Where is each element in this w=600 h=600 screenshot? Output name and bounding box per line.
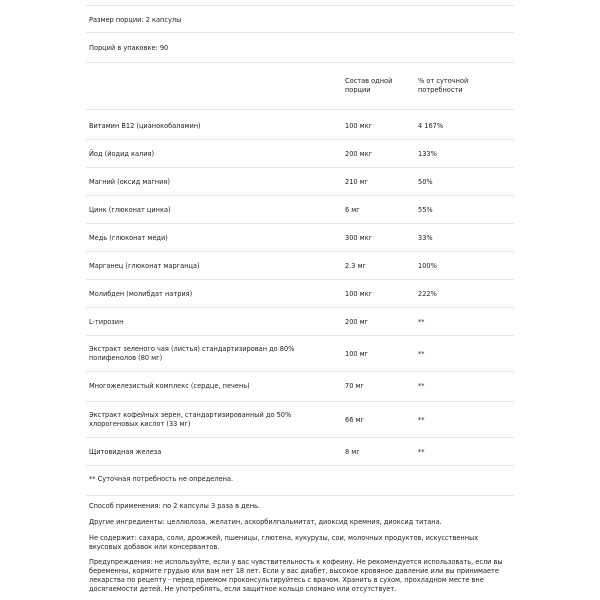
free-of-statement: Не содержит: сахара, соли, дрожжей, пшеницы, глютена, кукурузы, сои, молочных продуктов, искусственных вкусовых добавок или консервантов.: [89, 534, 479, 551]
footnote: ** Суточная потребность не определена.: [89, 475, 234, 483]
table-row: [86, 196, 514, 224]
ingredient-name: Витамин B12 (цианокобаламин): [89, 122, 201, 130]
ingredient-amount: 8 мг: [345, 448, 360, 456]
ingredient-daily-value: 55%: [418, 206, 433, 214]
ingredient-amount: 6 мг: [345, 206, 360, 214]
header-amount: Состав одной порции: [345, 77, 393, 94]
ingredient-name: Экстракт зеленого чая (листья) стандартизирован до 80% полифенолов (80 мг): [89, 345, 295, 362]
servings-per-container-row: [86, 33, 514, 63]
ingredient-amount: 200 мг: [345, 318, 369, 326]
ingredient-name: Многожелезистый комплекс (сердце, печень): [89, 382, 250, 390]
table-row: [86, 140, 514, 168]
ingredient-daily-value: 222%: [418, 290, 437, 298]
ingredient-name: Йод (йодид калия): [89, 150, 155, 158]
ingredient-daily-value: 50%: [418, 178, 433, 186]
table-row: [86, 168, 514, 196]
table-row: [86, 252, 514, 280]
table-row: [86, 308, 514, 336]
ingredient-name: Цинк (глюконат цинка): [89, 206, 171, 214]
ingredient-name: Экстракт кофейных зерен, стандартизированный до 50% хлорогеновых кислот (33 мг): [89, 411, 292, 428]
table-row: [86, 110, 514, 140]
ingredient-daily-value: **: [418, 382, 425, 390]
ingredient-name: Магний (оксид магния): [89, 178, 170, 186]
servings-per-container: Порций в упаковке: 90: [89, 44, 169, 52]
ingredient-amount: 200 мкг: [345, 150, 373, 158]
ingredient-name: L-тирозин: [89, 318, 124, 326]
table-row: [86, 336, 514, 372]
table-header-row: [86, 63, 514, 110]
ingredient-amount: 300 мкг: [345, 234, 373, 242]
table-row: [86, 402, 514, 438]
usage-instructions: Способ применения: по 2 капсулы 3 раза в день.: [89, 502, 260, 510]
serving-size-row: [86, 5, 514, 33]
serving-size: Размер порции: 2 капсулы: [89, 16, 182, 24]
ingredient-amount: 70 мг: [345, 382, 364, 390]
ingredient-amount: 100 мг: [345, 350, 369, 358]
table-row: [86, 280, 514, 308]
ingredient-name: Щитовидная железа: [89, 448, 162, 456]
header-daily-value: % от суточной потребности: [418, 77, 469, 94]
ingredient-name: Молибден (молибдат натрия): [89, 290, 193, 298]
ingredient-name: Марганец (глюконат марганца): [89, 262, 200, 270]
ingredient-amount: 210 мг: [345, 178, 369, 186]
ingredient-daily-value: **: [418, 350, 425, 358]
ingredient-amount: 100 мкг: [345, 122, 373, 130]
ingredient-daily-value: 33%: [418, 234, 433, 242]
ingredient-daily-value: **: [418, 448, 425, 456]
ingredient-daily-value: **: [418, 416, 425, 424]
ingredient-name: Медь (глюконат меди): [89, 234, 168, 242]
other-ingredients: Другие ингредиенты: целлюлоза, желатин, аскорбилпальмитат, диоксид кремния, диоксид титана.: [89, 518, 442, 526]
ingredient-daily-value: 100%: [418, 262, 437, 270]
warnings: Предупреждения: не используйте, если у вас чувствительность к кофеину. Не рекомендуется использовать, если вы беременны, кормите грудью или вам нет 18 лет. Если у вас диабет, высокое кровяное давление или вы принимаете лекарства по рецепту - перед приемом проконсультируйтесь с врачом. Хранить в сухом, прохладном месте вне досягаемости детей. Не употреблять, если защитное кольцо сломано или отсутствует.: [89, 558, 503, 593]
table-row: [86, 372, 514, 402]
ingredient-daily-value: 4 167%: [418, 122, 444, 130]
ingredient-daily-value: 133%: [418, 150, 437, 158]
ingredient-amount: 66 мг: [345, 416, 364, 424]
table-row: [86, 224, 514, 252]
ingredient-daily-value: **: [418, 318, 425, 326]
divider: [86, 495, 514, 496]
ingredient-amount: 100 мкг: [345, 290, 373, 298]
table-row: [86, 438, 514, 466]
ingredient-amount: 2.3 мг: [345, 262, 367, 270]
